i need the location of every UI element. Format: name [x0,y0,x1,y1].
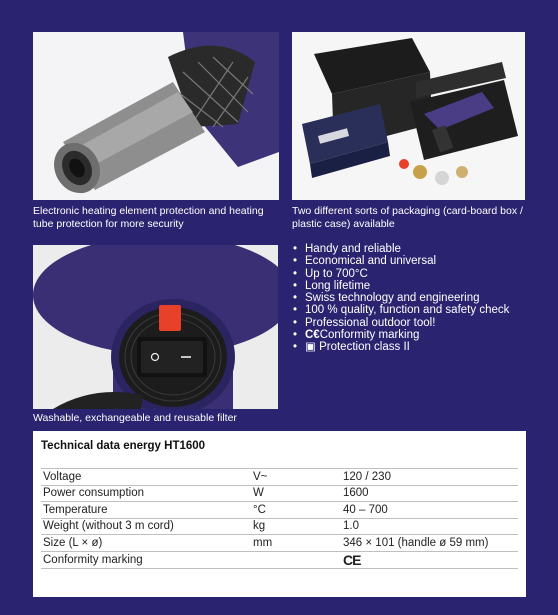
photo-heating-tube [33,32,279,200]
row-label: Temperature [41,502,251,519]
ce-mark-icon: C€ [305,329,320,342]
feature-item: • Up to 700°C [291,268,541,280]
row-label: Power consumption [41,485,251,502]
tech-title: Technical data energy HT1600 [41,440,206,452]
row-label: Conformity marking [41,551,251,568]
feature-label: Conformity marking [319,329,420,342]
table-row [41,485,518,502]
tech-table [41,468,518,569]
ce-mark-icon [341,551,518,568]
table-row [41,535,518,552]
feature-item [291,329,541,341]
feature-item: • Economical and universal [291,255,541,267]
row-value: 1600 [341,485,518,502]
row-unit: °C [251,502,341,519]
row-value: 120 / 230 [341,469,518,486]
table-row [41,551,518,568]
row-unit: mm [251,535,341,552]
feature-item: • Swiss technology and engineering [291,292,541,304]
caption-photo1: Electronic heating element protection and heating tube protection for more security [33,205,264,230]
feature-item [291,341,541,353]
row-unit: kg [251,518,341,535]
row-value: CE [343,551,361,568]
row-label: Weight (without 3 m cord) [41,518,251,535]
row-value: 346 × 101 (handle ø 59 mm) [341,535,518,552]
table-row [41,518,518,535]
photo-packaging [292,32,525,200]
row-label: Voltage [41,469,251,486]
feature-item: • Handy and reliable [291,243,541,255]
protection-class-icon: ▣ [305,341,316,354]
feature-item: • Professional outdoor tool! [291,317,541,329]
table-row [41,469,518,486]
row-unit: V~ [251,469,341,486]
feature-item: • Long lifetime [291,280,541,292]
feature-label: Protection class II [319,341,410,354]
caption-photo3: Washable, exchangeable and reusable filter [33,412,237,424]
photo-filter-switch [33,245,278,409]
row-value: 1.0 [341,518,518,535]
feature-item: • 100 % quality, function and safety check [291,304,541,316]
row-unit [251,551,341,568]
row-label: Size (L × ø) [41,535,251,552]
row-value: 40 – 700 [341,502,518,519]
feature-list [291,243,541,354]
caption-photo2: Two different sorts of packaging (card-board box / plastic case) available [292,205,523,230]
row-unit: W [251,485,341,502]
table-row [41,502,518,519]
technical-data-panel [33,431,526,597]
